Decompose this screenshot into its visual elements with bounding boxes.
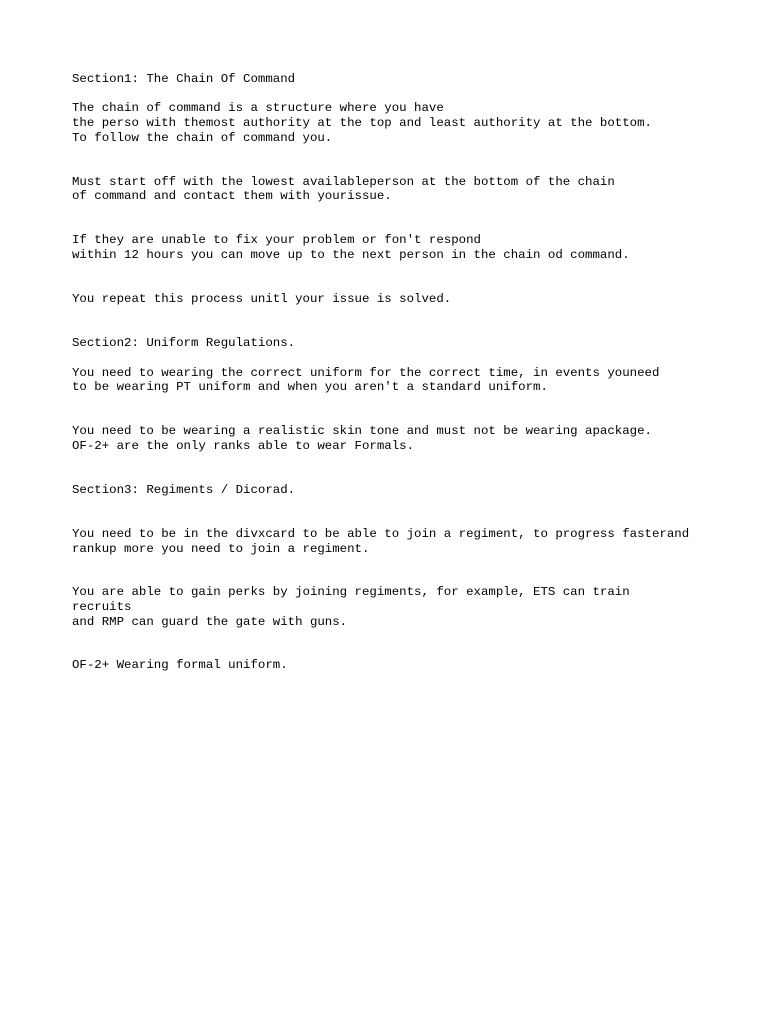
section1-paragraph1-line3: To follow the chain of command you.: [72, 131, 333, 145]
section3-paragraph2-line2: recruits: [72, 600, 132, 614]
section1-paragraph3-line1: If they are unable to fix your problem or fon't respond: [72, 233, 481, 247]
section3-paragraph1-line1: You need to be in the divxcard to be able to join a regiment, to progress fasterand: [72, 527, 690, 541]
section3-paragraph1-line2: rankup more you need to join a regiment.: [72, 542, 370, 556]
section3-paragraph3-line1: OF-2+ Wearing formal uniform.: [72, 658, 288, 672]
section2-paragraph1-line2: to be wearing PT uniform and when you aren't a standard uniform.: [72, 380, 548, 394]
section3-paragraph2-line1: You are able to gain perks by joining regiments, for example, ETS can train: [72, 585, 630, 599]
section2-heading: Section2: Uniform Regulations.: [72, 336, 296, 350]
section1-paragraph2-line1: Must start off with the lowest availableperson at the bottom of the chain: [72, 175, 615, 189]
section1-heading: Section1: The Chain Of Command: [72, 72, 296, 86]
section3-paragraph2-line3: and RMP can guard the gate with guns.: [72, 615, 348, 629]
section1-paragraph4-line1: You repeat this process unitl your issue is solved.: [72, 292, 452, 306]
section3-heading: Section3: Regiments / Dicorad.: [72, 483, 296, 497]
section1-paragraph3-line2: within 12 hours you can move up to the next person in the chain od command.: [72, 248, 630, 262]
section1-paragraph2-line2: of command and contact them with yourissue.: [72, 189, 392, 203]
section1-paragraph1-line1: The chain of command is a structure where you have: [72, 101, 444, 115]
section2-paragraph2-line1: You need to be wearing a realistic skin tone and must not be wearing apackage.: [72, 424, 652, 438]
section2-paragraph2-line2: OF-2+ are the only ranks able to wear Formals.: [72, 439, 415, 453]
section2-paragraph1-line1: You need to wearing the correct uniform for the correct time, in events youneed: [72, 366, 660, 380]
section1-paragraph1-line2: the perso with themost authority at the top and least authority at the bottom.: [72, 116, 652, 130]
